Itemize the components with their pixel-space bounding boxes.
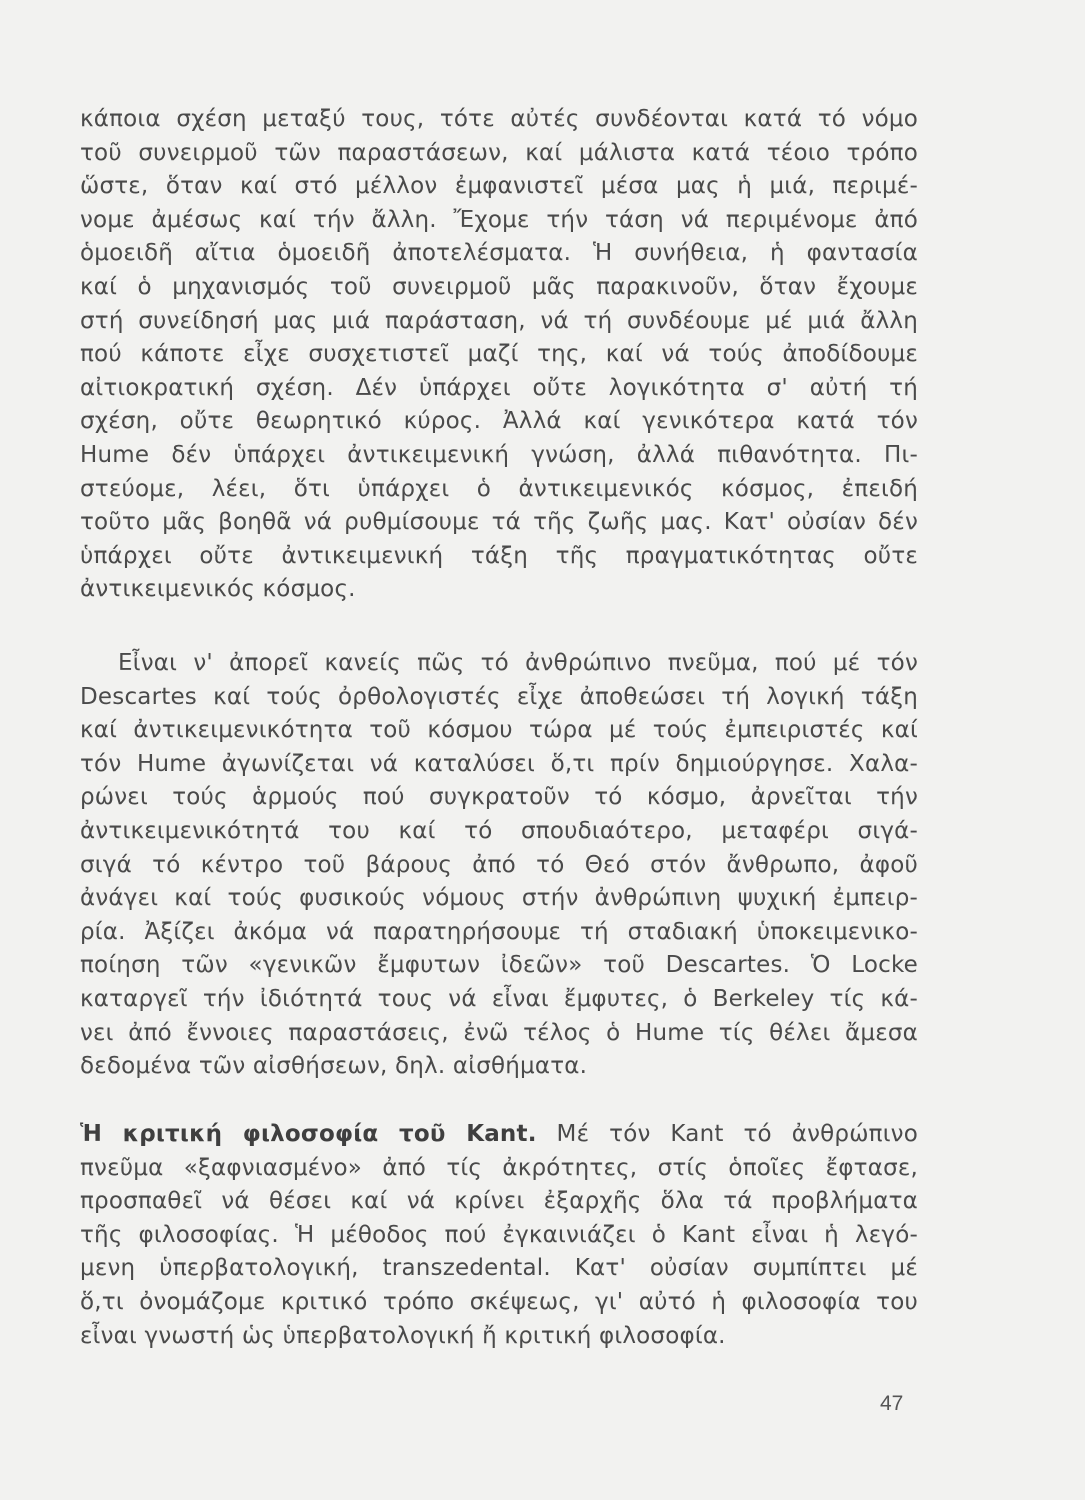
- text-line: καί ὁ μηχανισμός τοῦ συνειρμοῦ μᾶς παρακινοῦν, ὅταν ἔχουμε: [80, 273, 918, 300]
- text-line: προσπαθεῖ νά θέσει καί νά κρίνει ἐξαρχῆς ὅλα τά προβλήματα: [80, 1188, 918, 1215]
- text-line: καταργεῖ τήν ἰδιότητά τους νά εἶναι ἔμφυτες, ὁ Berkeley τίς κά-: [80, 985, 918, 1012]
- text-line: Descartes καί τούς ὀρθολογιστές εἶχε ἀποθεώσει τή λογική τάξη: [80, 683, 918, 710]
- text-line: σιγά τό κέντρο τοῦ βάρους ἀπό τό Θεό στόν ἄνθρωπο, ἀφοῦ: [80, 851, 918, 878]
- text-line: ὥστε, ὅταν καί στό μέλλον ἐμφανιστεῖ μέσα μας ἡ μιά, περιμέ-: [80, 173, 918, 200]
- text-line: Εἶναι ν' ἀπορεῖ κανείς πῶς τό ἀνθρώπινο πνεῦμα, πού μέ τόν: [118, 650, 918, 676]
- text-line: μενη ὑπερβατολογική, transzedental. Κατ' οὐσίαν συμπίπτει μέ: [80, 1255, 918, 1282]
- text-line: νει ἀπό ἔννοιες παραστάσεις, ἐνῶ τέλος ὁ Hume τίς θέλει ἄμεσα: [80, 1019, 918, 1046]
- paragraph-kant-critical-philosophy: [80, 1118, 918, 1353]
- paragraph-descartes-hume: [80, 647, 918, 1084]
- text-line: τοῦτο μᾶς βοηθᾶ νά ρυθμίσουμε τά τῆς ζωῆς μας. Κατ' οὐσίαν δέν: [80, 509, 918, 536]
- text-line: σχέση, οὔτε θεωρητικό κύρος. Ἀλλά καί γενικότερα κατά τόν: [80, 408, 918, 435]
- text-line: πνεῦμα «ξαφνιασμένο» ἀπό τίς ἀκρότητες, στίς ὁποῖες ἔφτασε,: [80, 1154, 918, 1181]
- heading-line-rest: Μέ τόν Kant τό ἀνθρώπινο: [536, 1121, 919, 1147]
- text-line: ρία. Ἀξίζει ἀκόμα νά παρατηρήσουμε τή σταδιακή ὑποκειμενικο-: [80, 918, 918, 945]
- text-line: Hume δέν ὑπάρχει ἀντικειμενική γνώση, ἀλλά πιθανότητα. Πι-: [80, 441, 918, 468]
- text-line: πού κάποτε εἶχε συσχετιστεῖ μαζί της, καί νά τούς ἀποδίδουμε: [80, 341, 918, 368]
- text-line: κάποια σχέση μεταξύ τους, τότε αὐτές συνδέονται κατά τό νόμο: [80, 106, 918, 132]
- text-line: ὑπάρχει οὔτε ἀντικειμενική τάξη τῆς πραγματικότητας οὔτε: [80, 542, 918, 569]
- text-line: τόν Hume ἀγωνίζεται νά καταλύσει ὅ,τι πρίν δημιούργησε. Χαλα-: [80, 750, 918, 777]
- section-heading: Ἡ κριτική φιλοσοφία τοῦ Kant.: [80, 1121, 537, 1147]
- paragraph-hume-causality: [80, 103, 918, 607]
- text-line: ρώνει τούς ἁρμούς πού συγκρατοῦν τό κόσμο, ἀρνεῖται τήν: [80, 784, 918, 811]
- text-line: ἀνάγει καί τούς φυσικούς νόμους στήν ἀνθρώπινη ψυχική ἐμπειρ-: [80, 885, 918, 912]
- page-number: 47: [880, 1392, 904, 1415]
- text-line: ἀντικειμενικός κόσμος.: [80, 576, 356, 603]
- text-line: καί ἀντικειμενικότητα τοῦ κόσμου τώρα μέ τούς ἐμπειριστές καί: [80, 717, 918, 744]
- text-line: τοῦ συνειρμοῦ τῶν παραστάσεων, καί μάλιστα κατά τέοιο τρόπο: [80, 139, 918, 166]
- text-line: εἶναι γνωστή ὡς ὑπερβατολογική ἤ κριτική φιλοσοφία.: [80, 1322, 726, 1349]
- text-line: ὁμοειδῆ αἴτια ὁμοειδῆ ἀποτελέσματα. Ἡ συνήθεια, ἡ φαντασία: [80, 240, 918, 267]
- text-line: ἀντικειμενικότητά του καί τό σπουδιαότερο, μεταφέρι σιγά-: [80, 817, 918, 844]
- text-line: νομε ἀμέσως καί τήν ἄλλη. Ἔχομε τήν τάση νά περιμένομε ἀπό: [80, 206, 918, 233]
- text-line: δεδομένα τῶν αἰσθήσεων, δηλ. αἰσθήματα.: [80, 1053, 588, 1080]
- text-line: ποίηση τῶν «γενικῶν ἔμφυτων ἰδεῶν» τοῦ Descartes. Ὁ Locke: [80, 952, 918, 979]
- text-line: [80, 1118, 918, 1152]
- text-line: τῆς φιλοσοφίας. Ἡ μέθοδος πού ἐγκαινιάζει ὁ Kant εἶναι ἡ λεγό-: [80, 1221, 918, 1248]
- text-line: ὅ,τι ὀνομάζομε κριτικό τρόπο σκέψεως, γι' αὐτό ἡ φιλοσοφία του: [80, 1288, 918, 1315]
- text-line: στεύομε, λέει, ὅτι ὑπάρχει ὁ ἀντικειμενικός κόσμος, ἐπειδή: [80, 475, 918, 502]
- text-line: στή συνείδησή μας μιά παράσταση, νά τή συνδέουμε μέ μιά ἄλλη: [80, 307, 918, 334]
- text-line: αἰτιοκρατική σχέση. Δέν ὑπάρχει οὔτε λογικότητα σ' αὐτή τή: [80, 374, 918, 401]
